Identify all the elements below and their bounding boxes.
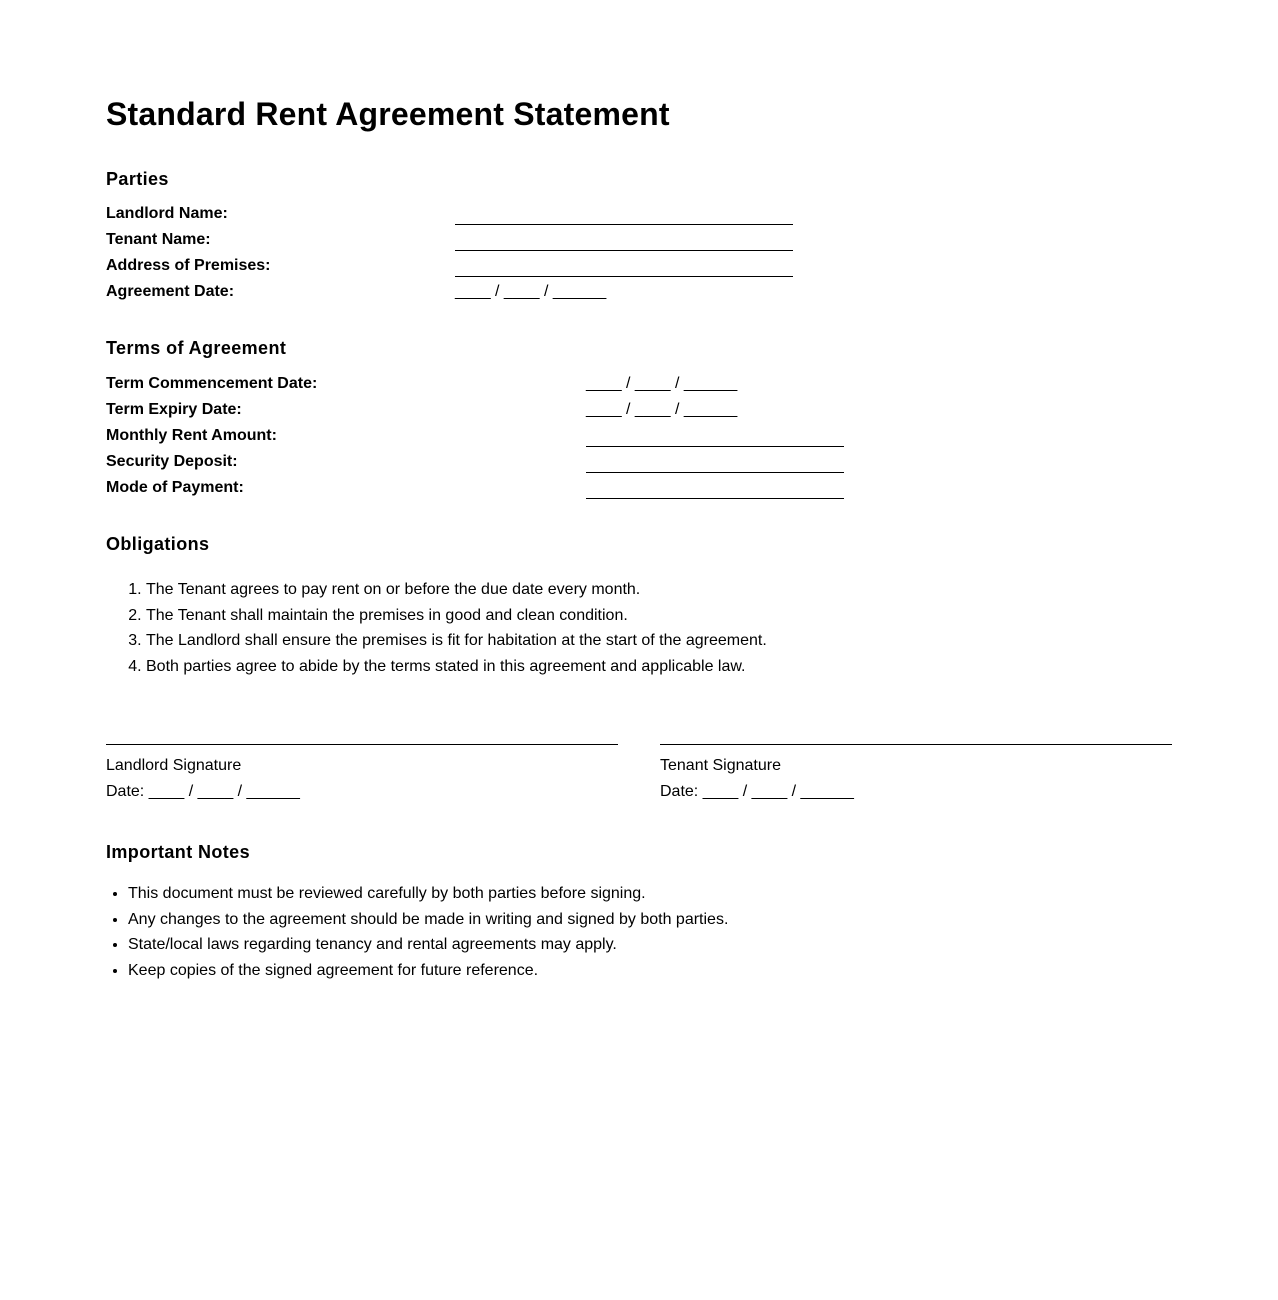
note-item: • Keep copies of the signed agreement for future reference. — [128, 958, 728, 984]
address-row — [106, 256, 906, 280]
note-item: • State/local laws regarding tenancy and rental agreements may apply. — [128, 932, 728, 958]
security-deposit-label: Security Deposit: — [106, 453, 238, 470]
obligations-heading: Obligations — [106, 534, 210, 554]
landlord-signature-line[interactable] — [106, 744, 618, 745]
obligation-item: 4. Both parties agree to abide by the terms stated in this agreement and applicable law. — [146, 654, 767, 680]
obligations-list — [106, 577, 767, 680]
expiry-date-label: Term Expiry Date: — [106, 401, 242, 418]
notes-heading: Important Notes — [106, 842, 251, 862]
monthly-rent-row — [106, 426, 906, 450]
commencement-date-label: Term Commencement Date: — [106, 375, 318, 392]
obligation-item: 3. The Landlord shall ensure the premises is fit for habitation at the start of the agreement. — [146, 628, 767, 654]
parties-heading: Parties — [106, 169, 169, 189]
terms-heading: Terms of Agreement — [106, 338, 287, 358]
monthly-rent-field[interactable] — [586, 426, 844, 447]
commencement-date-row — [106, 374, 906, 398]
tenant-signature-line[interactable] — [660, 744, 1172, 745]
payment-mode-label: Mode of Payment: — [106, 479, 244, 496]
payment-mode-row — [106, 478, 906, 502]
obligation-item: 1. The Tenant agrees to pay rent on or before the due date every month. — [146, 577, 767, 603]
agreement-date-field[interactable]: ____ / ____ / ______ — [455, 283, 607, 300]
tenant-name-label: Tenant Name: — [106, 231, 211, 248]
note-item: • Any changes to the agreement should be made in writing and signed by both parties. — [128, 907, 728, 933]
payment-mode-field[interactable] — [586, 478, 844, 499]
agreement-date-row — [106, 282, 906, 306]
agreement-date-label: Agreement Date: — [106, 283, 235, 300]
landlord-name-field[interactable] — [455, 204, 793, 225]
commencement-date-field[interactable]: ____ / ____ / ______ — [586, 375, 738, 392]
landlord-signature-date[interactable]: Date: ____ / ____ / ______ — [106, 783, 300, 800]
tenant-signature-block — [660, 744, 1172, 805]
tenant-name-field[interactable] — [455, 230, 793, 251]
address-label: Address of Premises: — [106, 257, 271, 274]
security-deposit-row — [106, 452, 906, 476]
monthly-rent-label: Monthly Rent Amount: — [106, 427, 277, 444]
tenant-signature-date[interactable]: Date: ____ / ____ / ______ — [660, 783, 854, 800]
landlord-signature-caption: Landlord Signature — [106, 757, 242, 774]
expiry-date-field[interactable]: ____ / ____ / ______ — [586, 401, 738, 418]
expiry-date-row — [106, 400, 906, 424]
landlord-name-row — [106, 204, 906, 228]
tenant-name-row — [106, 230, 906, 254]
obligation-item: 2. The Tenant shall maintain the premises in good and clean condition. — [146, 603, 767, 629]
tenant-signature-caption: Tenant Signature — [660, 757, 781, 774]
security-deposit-field[interactable] — [586, 452, 844, 473]
document-title: Standard Rent Agreement Statement — [106, 96, 670, 132]
landlord-name-label: Landlord Name: — [106, 205, 228, 222]
address-field[interactable] — [455, 256, 793, 277]
note-item: • This document must be reviewed carefully by both parties before signing. — [128, 881, 728, 907]
landlord-signature-block — [106, 744, 618, 805]
notes-list — [106, 881, 728, 984]
